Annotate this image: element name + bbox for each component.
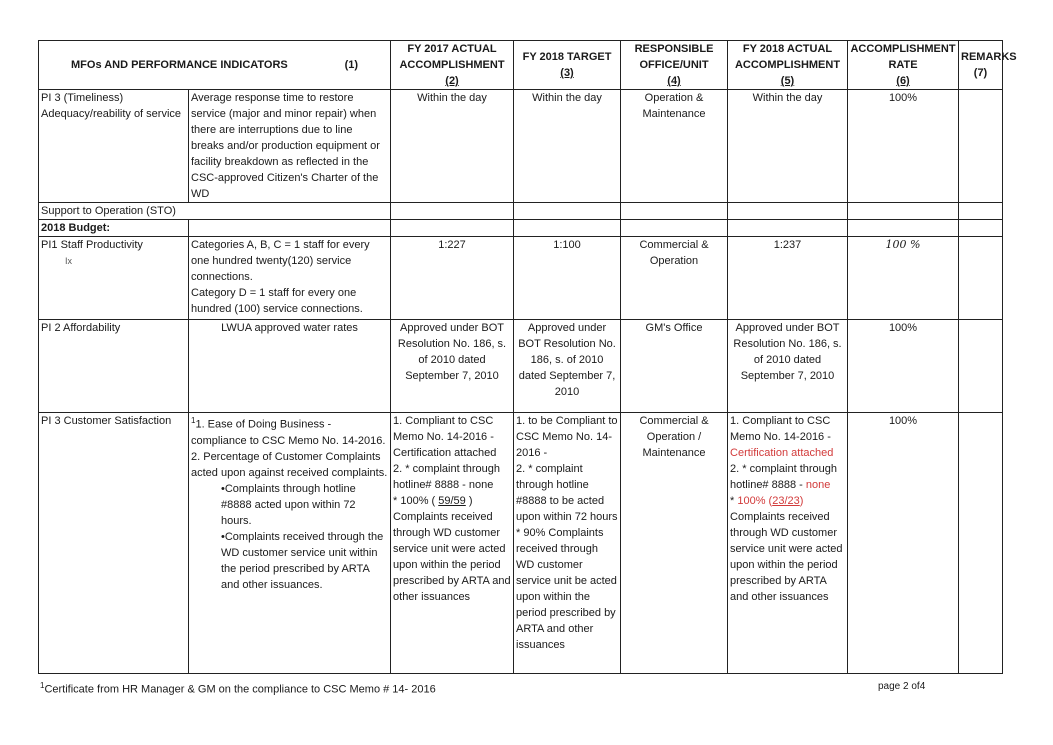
- empty-cell: [514, 220, 621, 237]
- indicator-line: Categories A, B, C = 1 staff for every one hundred twenty(120) service connections.: [191, 239, 370, 283]
- indicator-line-1: [191, 413, 388, 449]
- table-row: [39, 320, 1003, 413]
- target-cell: [514, 413, 621, 674]
- budget-label: 2018 Budget:: [39, 220, 189, 237]
- header-remarks: [959, 41, 1017, 90]
- header-remarks-num: (7): [973, 67, 988, 79]
- actual-line-4: Complaints received through WD customer service unit were acted upon within the period prescribed by ARTA and other issuances: [730, 511, 843, 603]
- remarks-cell: [959, 413, 1003, 674]
- rate-cell: 100 %: [848, 237, 959, 320]
- empty-cell: [391, 220, 514, 237]
- footnote-text: Certificate from HR Manager & GM on the compliance to CSC Memo # 14- 2016: [44, 683, 436, 696]
- table-row: [39, 413, 1003, 674]
- office-cell: GM's Office: [621, 320, 728, 413]
- indicator-line: Category D = 1 staff for every one hundred (100) service connections.: [191, 287, 363, 315]
- fy2017-line-4: Complaints received through WD customer service unit were acted upon within the period prescribed by ARTA and other issuances: [393, 511, 511, 603]
- header-fy2018-actual: [728, 41, 848, 90]
- empty-cell: [848, 203, 959, 220]
- header-rate: [848, 41, 959, 90]
- fy2017-cell: [391, 413, 514, 674]
- header-office-num: (4): [667, 75, 681, 87]
- page-number: page 2 of4: [878, 681, 926, 692]
- header-actual-label: FY 2018 ACTUAL ACCOMPLISHMENT: [734, 43, 841, 71]
- remarks-cell: [959, 237, 1003, 320]
- indicator-cell: Average response time to restore service (major and minor repair) when there are interruptions due to line breaks and/or production equipment or facility breakdown as reflected in the CSC-approved Citizen's Charter of the WD: [189, 90, 391, 203]
- empty-cell: [959, 220, 1003, 237]
- header-fy2018-target: [514, 41, 621, 90]
- indicator-bullet-2: •Complaints received through the WD customer service unit within the period prescribed by ARTA and other issuances.: [221, 530, 384, 591]
- header-remarks-label: REMARKS: [961, 51, 1017, 63]
- section-label: Support to Operation (STO): [39, 203, 189, 220]
- target-line-1: 1. to be Compliant to CSC Memo No. 14-2016 -: [516, 415, 618, 459]
- footnote-sup: 1: [40, 681, 45, 690]
- fy2017-close: ): [465, 495, 473, 507]
- actual-cert: Certification attached: [730, 447, 834, 459]
- footnote-ref: 1: [191, 416, 196, 425]
- fy2017-cell: Approved under BOT Resolution No. 186, s. of 2010 dated September 7, 2010: [391, 320, 514, 413]
- fy2017-line-1: 1. Compliant to CSC Memo No. 14-2016 - Certification attached: [393, 415, 497, 459]
- mfo-cell: PI 3 (Timeliness) Adequacy/reability of service: [39, 90, 189, 203]
- empty-cell: [189, 203, 391, 220]
- fy2017-ratio: 59/59: [438, 495, 466, 507]
- header-rate-label: ACCOMPLISHMENT RATE: [850, 43, 956, 71]
- target-line-2: 2. * complaint through hotline #8888 to be acted upon within 72 hours: [516, 463, 618, 523]
- header-row: [39, 41, 1003, 90]
- footnote: [40, 681, 436, 696]
- empty-cell: [514, 203, 621, 220]
- actual-line-3: [730, 493, 845, 509]
- table-row: [39, 90, 1003, 203]
- table-row: [39, 237, 1003, 320]
- header-mfo-num: (1): [344, 59, 359, 71]
- actual-cell: Within the day: [728, 90, 848, 203]
- section-row: [39, 203, 1003, 220]
- header-fy2017: [391, 41, 514, 90]
- header-actual-num: (5): [780, 75, 795, 87]
- rate-cell: 100%: [848, 90, 959, 203]
- remarks-cell: [959, 90, 1003, 203]
- mfo-cell: PI 3 Customer Satisfaction: [39, 413, 189, 674]
- indicator-cell: [189, 413, 391, 674]
- actual-cell: [728, 413, 848, 674]
- section-row: [39, 220, 1003, 237]
- remarks-cell: [959, 320, 1003, 413]
- performance-table: [38, 40, 1017, 674]
- actual-star: *: [730, 495, 738, 507]
- empty-cell: [728, 220, 848, 237]
- header-mfo-label: MFOs AND PERFORMANCE INDICATORS: [71, 59, 288, 71]
- office-cell: Operation & Maintenance: [621, 90, 728, 203]
- rate-cell: 100%: [848, 320, 959, 413]
- target-cell: Within the day: [514, 90, 621, 203]
- actual-none: none: [805, 479, 831, 491]
- header-fy2017-num: (2): [445, 75, 459, 87]
- actual-hotline: 2. * complaint through hotline# 8888 -: [730, 463, 838, 491]
- target-line-3: * 90% Complaints received through WD customer service unit be acted upon within the period prescribed by ARTA and other issuances: [516, 527, 617, 651]
- empty-cell: [728, 203, 848, 220]
- mfo-label: PI1 Staff Productivity: [41, 239, 143, 251]
- fy2017-line-3: [393, 493, 511, 509]
- actual-cell: Approved under BOT Resolution No. 186, s. of 2010 dated September 7, 2010: [728, 320, 848, 413]
- office-cell: Commercial & Operation / Maintenance: [621, 413, 728, 674]
- empty-cell: [391, 203, 514, 220]
- mfo-cell: PI 2 Affordability: [39, 320, 189, 413]
- actual-line-1: [730, 413, 845, 461]
- empty-cell: [848, 220, 959, 237]
- mfo-cell: [39, 237, 189, 320]
- indicator-text: 1. Ease of Doing Business - compliance to CSC Memo No. 14-2016.: [191, 418, 386, 447]
- actual-pct: 100% (: [737, 495, 773, 507]
- header-mfo: [39, 41, 391, 90]
- target-cell: Approved under BOT Resolution No. 186, s. of 2010 dated September 7, 2010: [514, 320, 621, 413]
- empty-cell: [621, 220, 728, 237]
- header-fy2017-label: FY 2017 ACTUAL ACCOMPLISHMENT: [399, 43, 505, 71]
- office-cell: Commercial & Operation: [621, 237, 728, 320]
- empty-cell: [621, 203, 728, 220]
- actual-line-2: [730, 461, 845, 493]
- header-target-label: FY 2018 TARGET: [522, 51, 612, 63]
- actual-text: 1. Compliant to CSC Memo No. 14-2016 -: [730, 415, 831, 443]
- fy2017-cell: Within the day: [391, 90, 514, 203]
- header-rate-num: (6): [896, 75, 910, 87]
- header-target-num: (3): [560, 67, 574, 79]
- indicator-cell: [189, 237, 391, 320]
- fy2017-pct: * 100% (: [393, 495, 439, 507]
- indicator-cell: LWUA approved water rates: [189, 320, 391, 413]
- mfo-extra: Ix: [65, 256, 73, 266]
- target-cell: 1:100: [514, 237, 621, 320]
- indicator-bullet-1: •Complaints through hotline #8888 acted upon within 72 hours.: [221, 482, 356, 527]
- rate-cell: 100%: [848, 413, 959, 674]
- indicator-line-2: 2. Percentage of Customer Complaints acted upon against received complaints.: [191, 450, 388, 479]
- fy2017-cell: 1:227: [391, 237, 514, 320]
- header-office-label: RESPONSIBLE OFFICE/UNIT: [634, 43, 714, 71]
- empty-cell: [189, 220, 391, 237]
- actual-ratio: 23/23: [772, 495, 800, 507]
- actual-cell: 1:237: [728, 237, 848, 320]
- header-office: [621, 41, 728, 90]
- fy2017-line-2: 2. * complaint through hotline# 8888 - none: [393, 463, 501, 491]
- actual-close: ): [799, 495, 804, 507]
- empty-cell: [959, 203, 1003, 220]
